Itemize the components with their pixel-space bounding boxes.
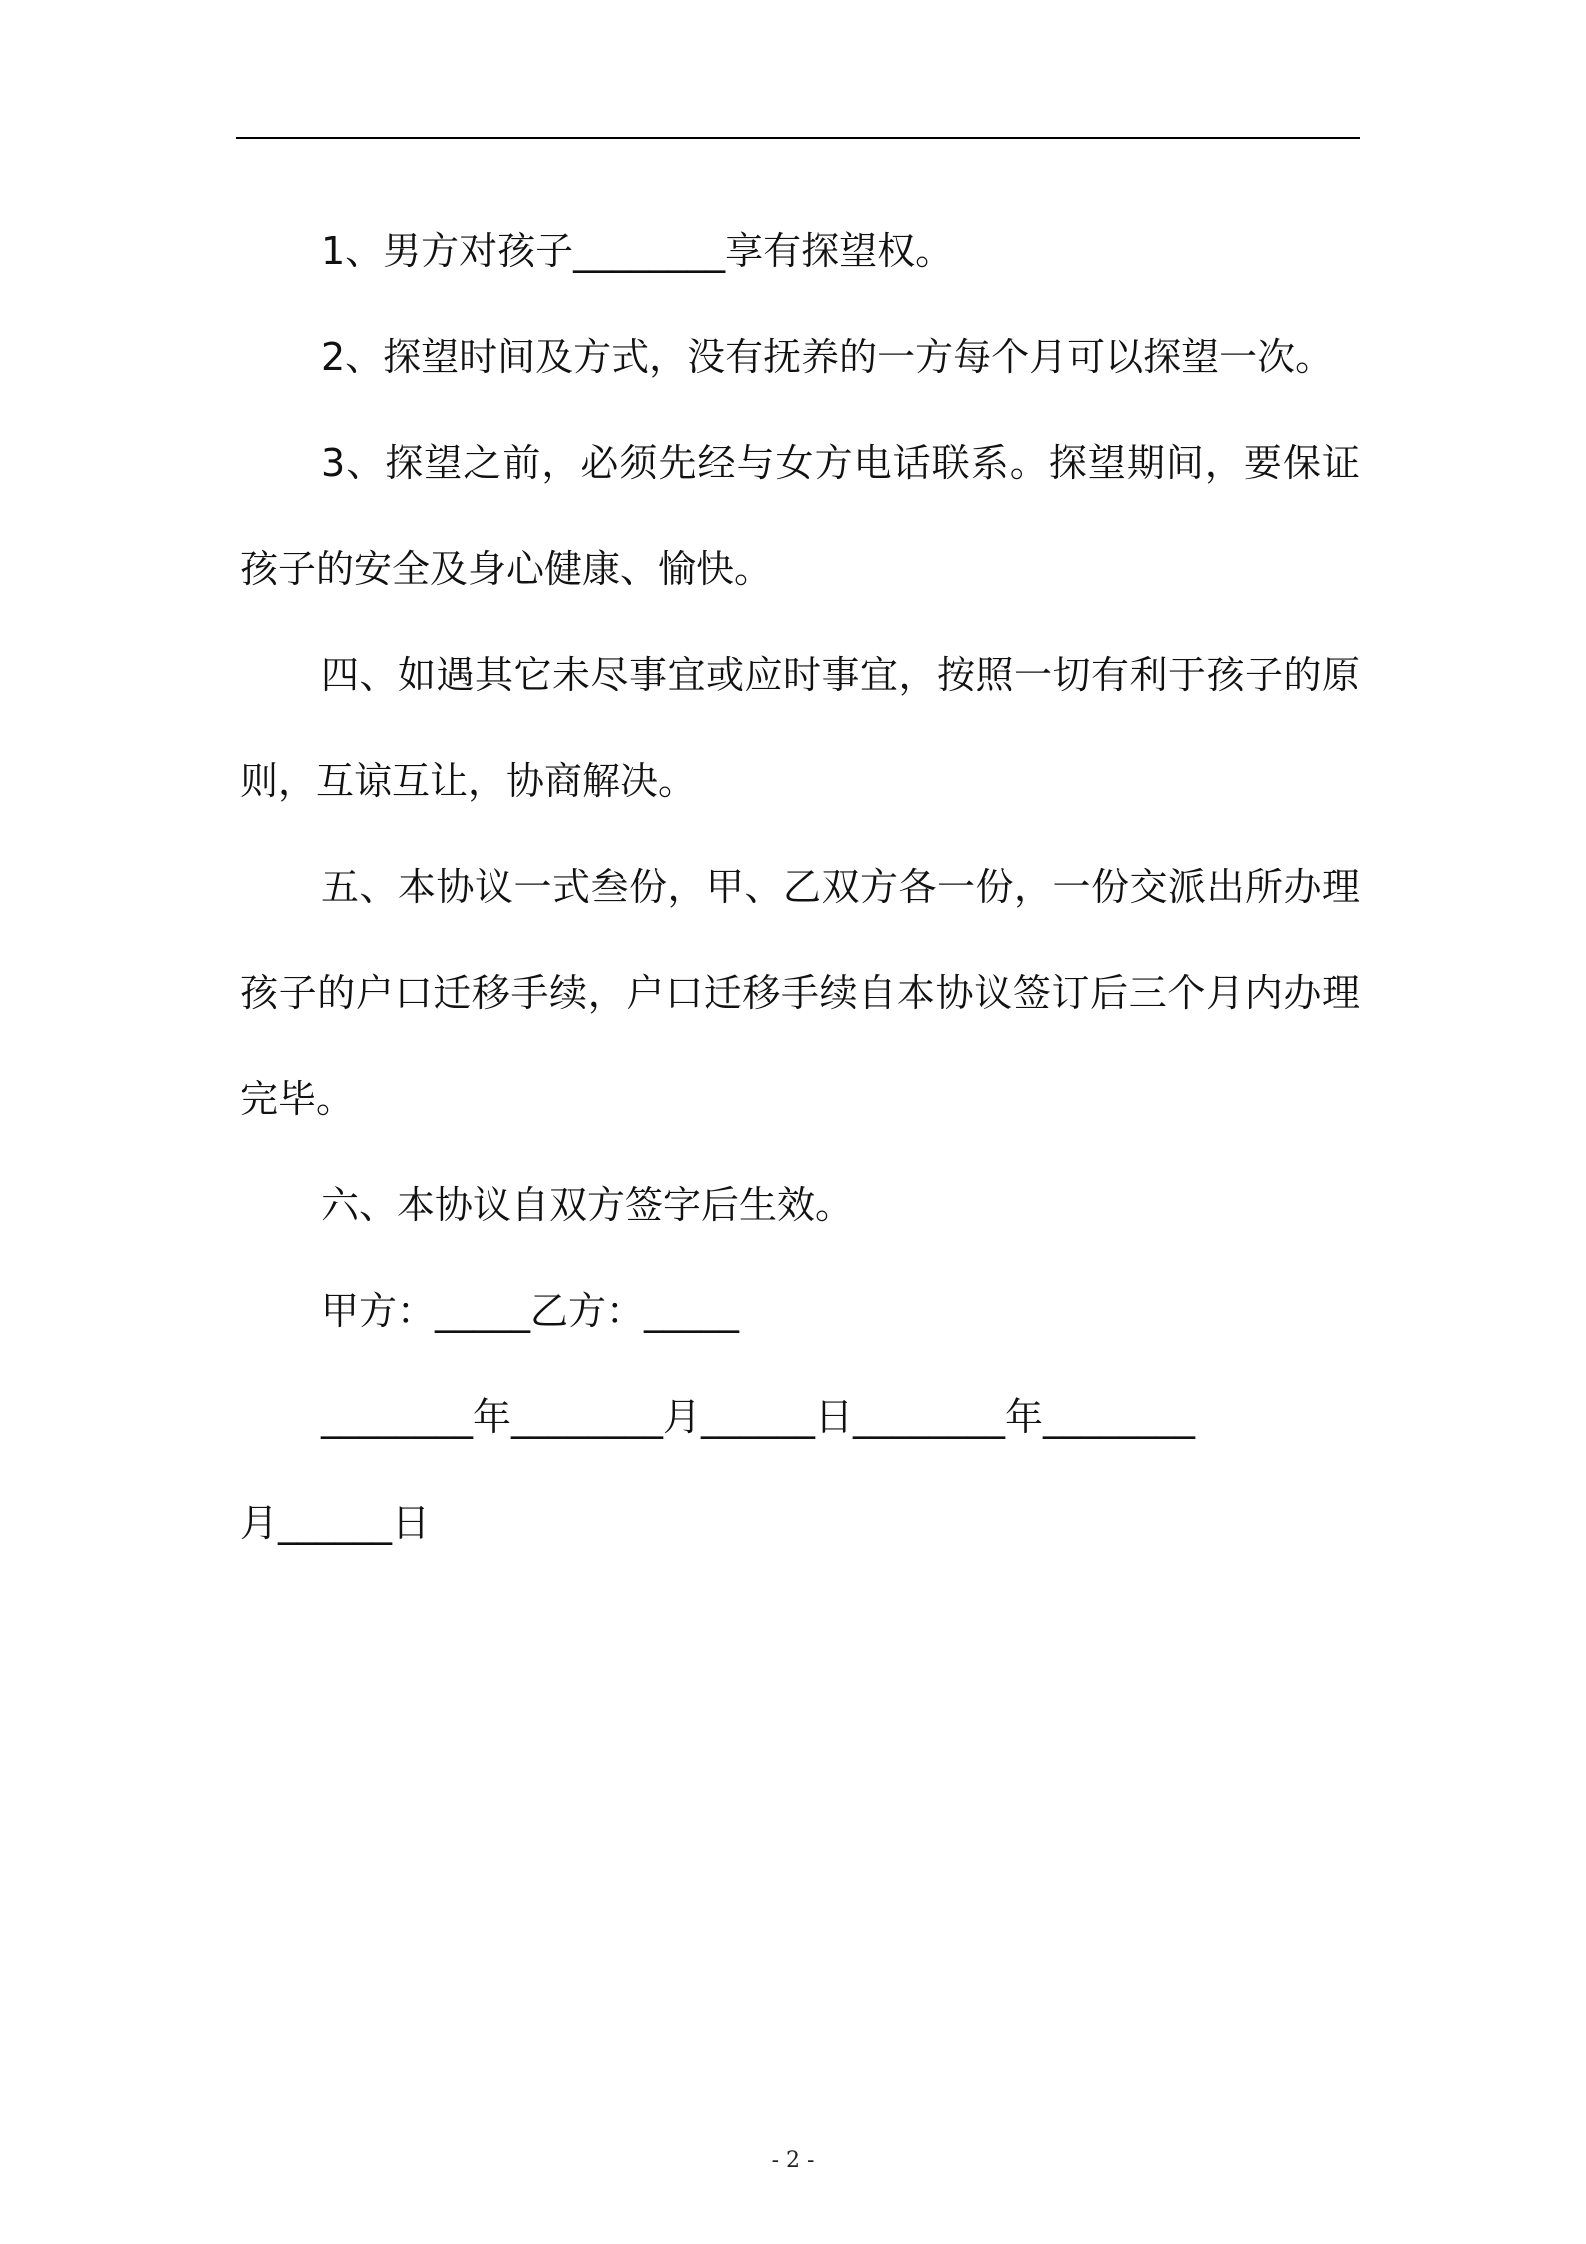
paragraph-visitation-schedule: 2、探望时间及方式，没有抚养的一方每个月可以探望一次。 <box>321 335 1334 379</box>
paragraph-visitation-right: 1、男方对孩子________享有探望权。 <box>321 229 954 273</box>
page-number: - 2 - <box>771 2148 815 2173</box>
date-line-continued: 月______日 <box>240 1501 431 1545</box>
date-line: ________年________月______日________年________ <box>321 1395 1196 1439</box>
signature-line: 甲方：_____乙方：_____ <box>321 1289 740 1333</box>
header-rule <box>236 137 1360 139</box>
paragraph-other-matters: 四、如遇其它未尽事宜或应时事宜，按照一切有利于孩子的原则，互谅互让，协商解决。 <box>240 653 1360 803</box>
paragraph-copies-and-registration: 五、本协议一式叁份，甲、乙双方各一份，一份交派出所办理孩子的户口迁移手续，户口迁移手续自本协议签订后三个月内办理完毕。 <box>240 865 1360 1121</box>
document-body <box>240 198 1360 1576</box>
paragraph-visitation-conditions: 3、探望之前，必须先经与女方电话联系。探望期间，要保证孩子的安全及身心健康、愉快。 <box>240 441 1360 591</box>
paragraph-effective-clause: 六、本协议自双方签字后生效。 <box>321 1183 854 1227</box>
